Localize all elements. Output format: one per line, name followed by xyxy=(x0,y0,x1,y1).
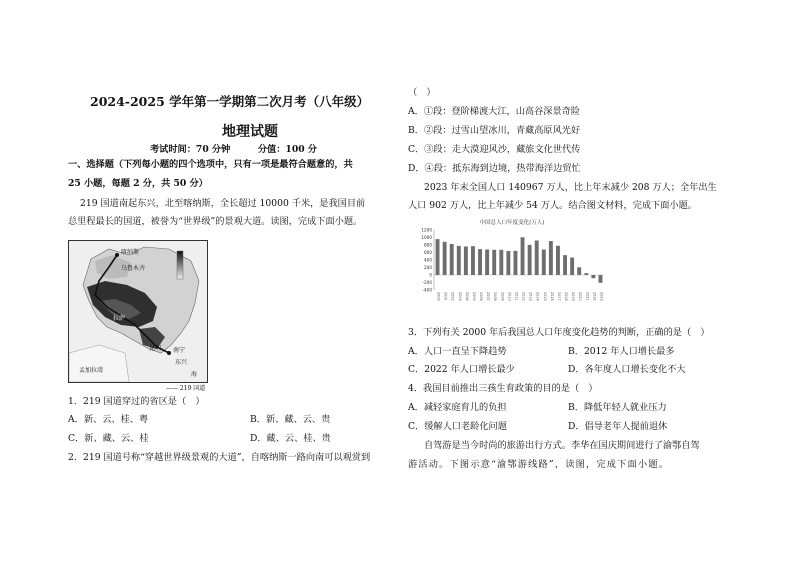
bar xyxy=(443,242,447,275)
map-label-kunming: 昆明 xyxy=(149,345,162,352)
chart-y-axis xyxy=(421,228,604,293)
y-tick-label: 200 xyxy=(424,265,432,270)
x-tick-label: 2014 xyxy=(535,292,540,301)
map-label-nanning: 南宁 xyxy=(173,347,186,354)
x-tick-label: 2022 xyxy=(592,292,597,301)
q4-option-c: C．缓解人口老龄化问题 xyxy=(408,421,507,432)
x-tick-label: 2003 xyxy=(457,292,462,301)
bar xyxy=(535,241,539,276)
bar xyxy=(521,237,525,275)
bar xyxy=(485,249,489,275)
bar xyxy=(450,244,454,275)
bar xyxy=(556,246,560,275)
q1-option-b: B．新、藏、云、贵 xyxy=(250,414,331,425)
bar xyxy=(436,239,440,275)
q3-option-c: C．2022 年人口增长最少 xyxy=(408,364,515,375)
bar xyxy=(542,250,546,276)
x-tick-label: 2016 xyxy=(549,292,554,301)
bar xyxy=(514,251,518,275)
intro-pop-line2: 人口 902 万人，比上年减少 54 万人。结合图文材料，完成下面小题。 xyxy=(408,200,697,211)
bar xyxy=(499,250,503,275)
exam-info: 考试时间：70 分钟 分值：100 分 xyxy=(150,144,317,155)
bar xyxy=(584,273,588,275)
x-tick-label: 2004 xyxy=(464,292,469,301)
x-tick-label: 2012 xyxy=(521,292,526,301)
y-tick-label: 0 xyxy=(429,272,432,278)
bar xyxy=(599,275,603,283)
kanas-marker xyxy=(115,253,119,257)
q2-option-d: D．④段：抵东海到边境，热带海洋边贸忙 xyxy=(408,163,581,174)
x-tick-label: 2019 xyxy=(571,292,576,301)
x-tick-label: 2006 xyxy=(479,292,484,301)
section-heading-line1: 一、选择题（下列每小题的四个选项中，只有一项是最符合题意的，共 xyxy=(68,159,353,170)
route-219-map xyxy=(68,240,208,383)
y-tick-label: 600 xyxy=(424,250,432,255)
chart-bars xyxy=(436,237,603,283)
q3-stem: 3．下列有关 2000 年后我国总人口年度变化趋势的判断，正确的是（ ） xyxy=(408,327,710,338)
q4-option-d: D．倡导老年人提前退休 xyxy=(568,421,668,432)
map-label-lhasa: 拉萨 xyxy=(113,315,126,322)
q1-option-d: D．藏、云、桂、贵 xyxy=(250,433,331,444)
x-tick-label: 2007 xyxy=(486,292,491,301)
section-heading-line2: 25 小题，每题 2 分，共 50 分） xyxy=(68,178,208,189)
q3-option-d: D．各年度人口增长变化不大 xyxy=(568,364,686,375)
map-label-sea: 海 xyxy=(191,371,198,378)
bar xyxy=(591,275,595,278)
x-tick-label: 2009 xyxy=(500,292,505,301)
y-tick-label: 400 xyxy=(424,257,432,263)
q4-option-b: B．降低年轻人就业压力 xyxy=(568,402,667,413)
map-label-bay: 孟加拉湾 xyxy=(79,367,104,374)
subject-title: 地理试题 xyxy=(222,124,278,140)
bar xyxy=(471,246,475,275)
x-tick-label: 2018 xyxy=(564,292,569,301)
exam-title: 2024-2025 学年第一学期第二次月考（八年级） xyxy=(90,94,370,109)
y-tick-label: 1000 xyxy=(421,235,432,240)
chart-title: 中国总人口年度变化(万人) xyxy=(479,220,545,226)
q2-option-c: C．③段：走大漠迎风沙，藏旅文化世代传 xyxy=(408,144,581,155)
x-tick-label: 2010 xyxy=(507,292,512,301)
map-label-wulumuqi: 乌鲁木齐 xyxy=(121,265,146,272)
population-chart xyxy=(414,216,610,316)
bar xyxy=(457,246,461,275)
y-tick-label: 800 xyxy=(424,242,432,248)
q2-option-b: B．②段：过雪山望冰川，青藏高原风光好 xyxy=(408,125,581,136)
intro-pop-line1: 2023 年末全国人口 140967 万人，比上年末减少 208 万人；全年出生 xyxy=(424,182,717,193)
map-legend: —— 219 国道 xyxy=(166,385,206,392)
y-tick-label: 1200 xyxy=(421,227,432,233)
q4-option-a: A．减轻家庭育儿的负担 xyxy=(408,402,507,413)
chart-x-labels xyxy=(437,292,604,301)
x-tick-label: 2008 xyxy=(493,292,498,301)
x-tick-label: 2020 xyxy=(578,292,583,301)
bar xyxy=(528,245,532,275)
x-tick-label: 2002 xyxy=(450,292,455,301)
x-tick-label: 2015 xyxy=(542,292,547,301)
x-tick-label: 2001 xyxy=(443,292,448,301)
bar xyxy=(492,250,496,275)
bar xyxy=(577,267,581,275)
bar xyxy=(464,246,468,275)
map-label-kanas: 喀纳斯 xyxy=(121,249,140,256)
q1-stem: 1．219 国道穿过的省区是（ ） xyxy=(68,396,205,407)
intro-219-line1: 219 国道南起东兴，北至喀纳斯，全长超过 10000 千米，是我国目前 xyxy=(80,198,366,209)
intro-drive-line2: 游活动。下图示意“渝鄂游线路”，读图，完成下面小题。 xyxy=(408,459,670,470)
dongxing-marker xyxy=(167,351,171,355)
q4-stem: 4．我国目前推出三孩生育政策的目的是（ ） xyxy=(408,383,598,394)
y-tick-label: -200 xyxy=(422,280,432,285)
bar xyxy=(478,249,482,275)
x-tick-label: 2023 xyxy=(599,292,604,301)
population-chart-svg xyxy=(414,216,610,316)
x-tick-label: 2000 xyxy=(436,292,441,301)
q1-option-c: C．新、藏、云、桂 xyxy=(68,433,149,444)
q2-blank: （ ） xyxy=(408,87,436,98)
q2-stem: 2．219 国道号称“穿越世界级景观的大道”，自喀纳斯一路向南可以观赏到 xyxy=(68,452,371,463)
q2-option-a: A．①段：登阶梯渡大江，山高谷深景奇险 xyxy=(408,106,581,117)
bar xyxy=(506,251,510,275)
y-tick-label: -400 xyxy=(422,287,432,293)
q1-option-a: A．新、云、桂、粤 xyxy=(68,414,149,425)
map-label-dongxing: 东兴 xyxy=(175,359,188,366)
q3-option-a: A．人口一直呈下降趋势 xyxy=(408,346,507,357)
bar xyxy=(549,241,553,275)
x-tick-label: 2011 xyxy=(514,292,519,301)
x-tick-label: 2013 xyxy=(528,292,533,301)
x-tick-label: 2005 xyxy=(471,292,476,301)
q3-option-b: B．2012 年人口增长最多 xyxy=(568,346,675,357)
x-tick-label: 2017 xyxy=(556,292,561,301)
bar xyxy=(563,255,567,275)
bar xyxy=(570,257,574,275)
intro-drive-line1: 自驾游是当今时尚的旅游出行方式。李华在国庆期间进行了渝鄂自驾 xyxy=(424,440,700,451)
intro-219-line2: 总里程最长的国道，被誉为“世界级”的景观大道。读图，完成下面小题。 xyxy=(68,216,363,227)
x-tick-label: 2021 xyxy=(585,292,590,301)
